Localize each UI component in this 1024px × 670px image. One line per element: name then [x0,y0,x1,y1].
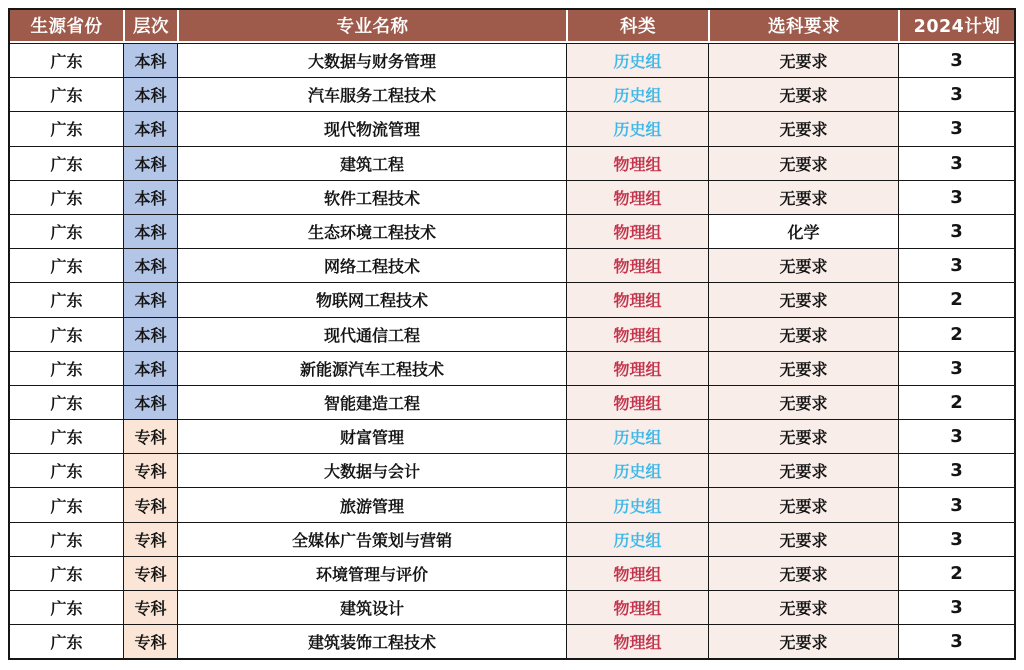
table-header-row [10,10,1014,43]
cell-major: 智能建造工程 [177,385,566,419]
cell-subject-group: 历史组 [566,43,708,77]
cell-subject-group: 物理组 [566,146,708,180]
cell-requirement: 无要求 [708,43,898,77]
cell-province: 广东 [10,248,123,282]
cell-requirement: 无要求 [708,453,898,487]
cell-requirement: 无要求 [708,487,898,521]
cell-subject-group: 历史组 [566,522,708,556]
cell-requirement: 无要求 [708,385,898,419]
cell-level: 专科 [123,453,177,487]
cell-subject-group: 历史组 [566,487,708,521]
cell-requirement: 无要求 [708,282,898,316]
table-row [10,248,1014,282]
table-row [10,556,1014,590]
cell-major: 现代通信工程 [177,317,566,351]
cell-subject-group: 物理组 [566,282,708,316]
cell-subject-group: 物理组 [566,624,708,658]
cell-requirement: 无要求 [708,248,898,282]
cell-province: 广东 [10,317,123,351]
cell-subject-group: 物理组 [566,590,708,624]
cell-level: 本科 [123,248,177,282]
table-row [10,180,1014,214]
cell-major: 软件工程技术 [177,180,566,214]
cell-requirement: 无要求 [708,351,898,385]
cell-plan-2024: 3 [898,522,1014,556]
cell-major: 汽车服务工程技术 [177,77,566,111]
cell-major: 新能源汽车工程技术 [177,351,566,385]
col-header-plan-2024: 2024计划 [898,10,1014,41]
cell-subject-group: 物理组 [566,214,708,248]
cell-level: 本科 [123,111,177,145]
cell-requirement: 无要求 [708,146,898,180]
cell-subject-group: 物理组 [566,180,708,214]
cell-province: 广东 [10,214,123,248]
cell-province: 广东 [10,419,123,453]
cell-requirement: 无要求 [708,590,898,624]
col-header-province: 生源省份 [10,10,123,41]
table-row [10,624,1014,658]
cell-plan-2024: 3 [898,351,1014,385]
cell-major: 生态环境工程技术 [177,214,566,248]
col-header-major: 专业名称 [177,10,566,41]
cell-level: 本科 [123,282,177,316]
cell-level: 本科 [123,43,177,77]
cell-requirement: 无要求 [708,419,898,453]
cell-level: 本科 [123,77,177,111]
table-row [10,146,1014,180]
cell-major: 现代物流管理 [177,111,566,145]
cell-plan-2024: 2 [898,556,1014,590]
cell-major: 大数据与财务管理 [177,43,566,77]
cell-plan-2024: 3 [898,453,1014,487]
admission-plan-table [8,8,1016,660]
table-row [10,43,1014,77]
cell-province: 广东 [10,111,123,145]
cell-subject-group: 历史组 [566,453,708,487]
cell-plan-2024: 3 [898,146,1014,180]
cell-plan-2024: 2 [898,385,1014,419]
cell-plan-2024: 3 [898,214,1014,248]
cell-province: 广东 [10,624,123,658]
cell-level: 专科 [123,556,177,590]
cell-subject-group: 物理组 [566,556,708,590]
cell-province: 广东 [10,351,123,385]
cell-subject-group: 历史组 [566,419,708,453]
table-row [10,385,1014,419]
col-header-subject-group: 科类 [566,10,708,41]
cell-subject-group: 历史组 [566,111,708,145]
table-row [10,111,1014,145]
cell-subject-group: 物理组 [566,248,708,282]
cell-requirement: 无要求 [708,556,898,590]
cell-major: 物联网工程技术 [177,282,566,316]
table-row [10,351,1014,385]
cell-plan-2024: 3 [898,624,1014,658]
cell-major: 财富管理 [177,419,566,453]
cell-province: 广东 [10,385,123,419]
cell-plan-2024: 3 [898,487,1014,521]
cell-plan-2024: 3 [898,43,1014,77]
cell-requirement: 无要求 [708,111,898,145]
cell-subject-group: 历史组 [566,77,708,111]
cell-major: 大数据与会计 [177,453,566,487]
cell-province: 广东 [10,453,123,487]
cell-subject-group: 物理组 [566,317,708,351]
table-row [10,77,1014,111]
cell-major: 环境管理与评价 [177,556,566,590]
cell-level: 专科 [123,624,177,658]
cell-plan-2024: 2 [898,317,1014,351]
table-row [10,282,1014,316]
col-header-requirement: 选科要求 [708,10,898,41]
table-row [10,214,1014,248]
cell-requirement: 化学 [708,214,898,248]
table-row [10,317,1014,351]
cell-major: 网络工程技术 [177,248,566,282]
cell-level: 专科 [123,419,177,453]
cell-level: 本科 [123,180,177,214]
table-row [10,590,1014,624]
cell-level: 本科 [123,317,177,351]
table-row [10,522,1014,556]
cell-major: 建筑装饰工程技术 [177,624,566,658]
cell-plan-2024: 3 [898,180,1014,214]
table-row [10,487,1014,521]
cell-level: 本科 [123,214,177,248]
table-row [10,453,1014,487]
cell-requirement: 无要求 [708,624,898,658]
cell-requirement: 无要求 [708,180,898,214]
cell-plan-2024: 3 [898,111,1014,145]
cell-level: 专科 [123,522,177,556]
cell-province: 广东 [10,487,123,521]
cell-plan-2024: 2 [898,282,1014,316]
cell-subject-group: 物理组 [566,385,708,419]
cell-province: 广东 [10,43,123,77]
cell-level: 本科 [123,146,177,180]
cell-plan-2024: 3 [898,419,1014,453]
cell-level: 本科 [123,351,177,385]
cell-major: 建筑工程 [177,146,566,180]
cell-province: 广东 [10,180,123,214]
cell-level: 本科 [123,385,177,419]
cell-subject-group: 物理组 [566,351,708,385]
cell-major: 旅游管理 [177,487,566,521]
cell-requirement: 无要求 [708,77,898,111]
cell-plan-2024: 3 [898,248,1014,282]
cell-level: 专科 [123,590,177,624]
cell-province: 广东 [10,282,123,316]
cell-major: 全媒体广告策划与营销 [177,522,566,556]
cell-province: 广东 [10,146,123,180]
col-header-level: 层次 [123,10,177,41]
cell-province: 广东 [10,77,123,111]
cell-requirement: 无要求 [708,522,898,556]
cell-plan-2024: 3 [898,590,1014,624]
cell-requirement: 无要求 [708,317,898,351]
cell-province: 广东 [10,522,123,556]
table [8,8,1016,660]
cell-plan-2024: 3 [898,77,1014,111]
cell-level: 专科 [123,487,177,521]
cell-province: 广东 [10,590,123,624]
cell-major: 建筑设计 [177,590,566,624]
cell-province: 广东 [10,556,123,590]
table-row [10,419,1014,453]
